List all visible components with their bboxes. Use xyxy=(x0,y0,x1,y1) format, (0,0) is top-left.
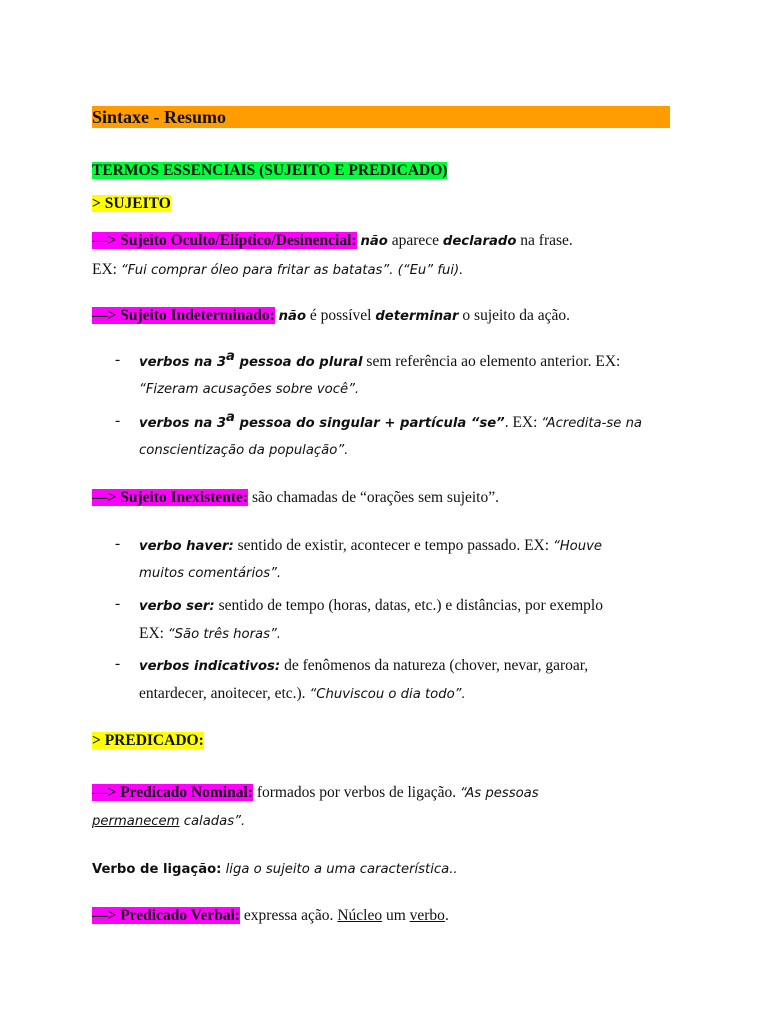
inexistente-bullet-2: verbo ser: sentido de tempo (horas, datas, etc.) e distâncias, por exemplo xyxy=(139,597,603,614)
inexistente-bullet-3-cont: entardecer, anoitecer, etc.). “Chuviscou o dia todo”. xyxy=(139,685,466,702)
bullet-marker: - xyxy=(115,412,121,429)
predicado-nominal-example: permanecem caladas”. xyxy=(92,814,246,829)
verbo-de-ligacao-line: Verbo de ligação: liga o sujeito a uma característica.. xyxy=(92,862,458,877)
bullet-marker: - xyxy=(115,535,121,552)
heading-predicado: > PREDICADO: xyxy=(92,732,204,749)
section-termos-essenciais: TERMOS ESSENCIAIS (SUJEITO E PREDICADO) xyxy=(92,162,448,179)
bullet-marker: - xyxy=(115,595,121,612)
heading-sujeito: > SUJEITO xyxy=(92,195,171,212)
inexistente-bullet-1: verbo haver: sentido de existir, acontecer e tempo passado. EX: “Houve xyxy=(139,537,603,554)
indeterminado-bullet-2-cont: conscientização da população”. xyxy=(139,443,349,458)
bullet-marker: - xyxy=(115,655,121,672)
indeterminado-bullet-1-example: “Fizeram acusações sobre você”. xyxy=(139,382,360,397)
document-title: Sintaxe - Resumo xyxy=(92,106,670,128)
predicado-nominal-line: —> Predicado Nominal: formados por verbos de ligação. “As pessoas xyxy=(92,784,539,801)
sujeito-indeterminado-line: —> Sujeito Indeterminado: não é possível determinar o sujeito da ação. xyxy=(92,307,571,324)
predicado-verbal-line: —> Predicado Verbal: expressa ação. Núcleo um verbo. xyxy=(92,907,449,924)
indeterminado-bullet-1: verbos na 3$^a$ pessoa do plural sem referência ao elemento anterior. EX: xyxy=(139,348,621,370)
bullet-marker: - xyxy=(115,351,121,368)
inexistente-bullet-3: verbos indicativos: de fenômenos da natureza (chover, nevar, garoar, xyxy=(139,657,589,674)
sujeito-oculto-example: EX: “Fui comprar óleo para fritar as batatas”. (“Eu” fui). xyxy=(92,261,464,278)
sujeito-oculto-line: —> Sujeito Oculto/Elíptico/Desinencial: não aparece declarado na frase. xyxy=(92,232,573,249)
inexistente-bullet-1-cont: muitos comentários”. xyxy=(139,566,282,581)
inexistente-bullet-2-example: EX: “São três horas”. xyxy=(139,625,281,642)
indeterminado-bullet-2: verbos na 3$^a$ pessoa do singular + partícula “se”. EX: “Acredita-se na xyxy=(139,409,643,431)
sujeito-inexistente-line: —> Sujeito Inexistente: são chamadas de “orações sem sujeito”. xyxy=(92,489,499,506)
